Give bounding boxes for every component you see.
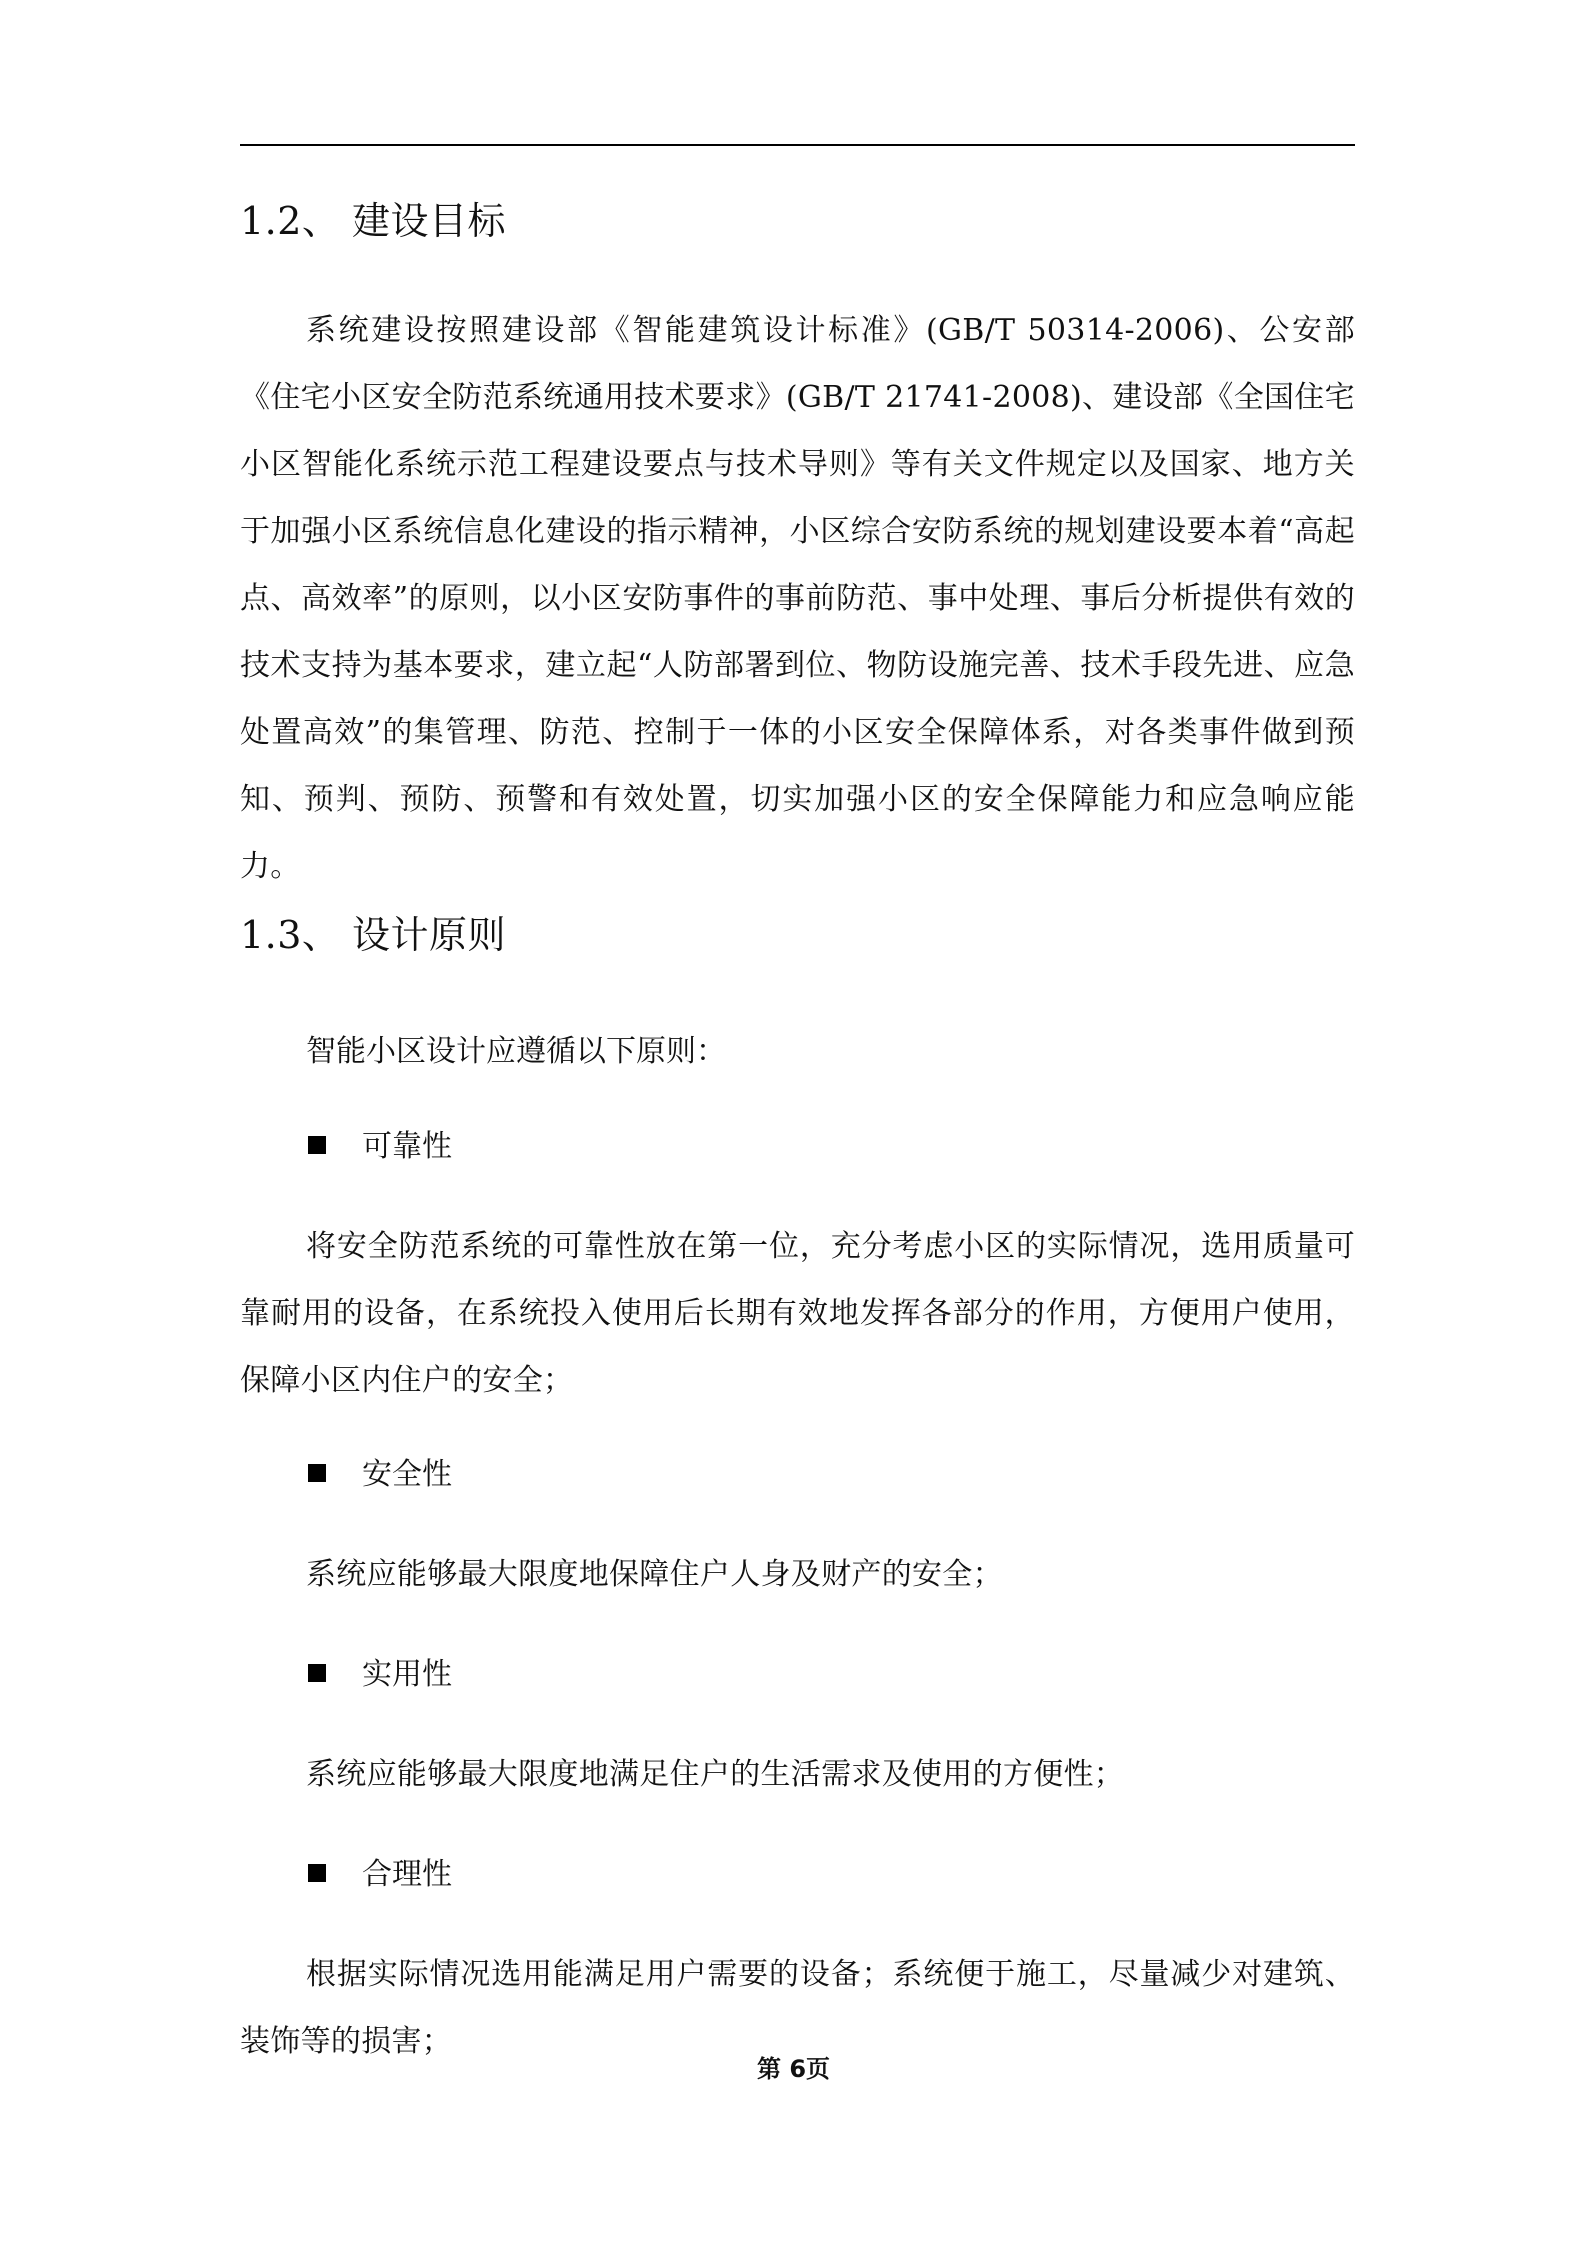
square-bullet-icon — [308, 1664, 326, 1682]
section-heading-1-3 — [240, 910, 506, 960]
section-number: 1.3、 — [240, 913, 341, 957]
principle-text: 系统应能够最大限度地保障住户人身及财产的安全； — [306, 1557, 1003, 1592]
principle-label: 安全性 — [362, 1457, 452, 1492]
page-number: 第 6页 — [756, 2055, 831, 2083]
principle-text: 将安全防范系统的可靠性放在第一位，充分考虑小区的实际情况，选用质量可靠耐用的设备，在系统投入使用后长期有效地发挥各部分的作用，方便用户使用，保障小区内住户的安全； — [240, 1229, 1355, 1398]
principle-label: 实用性 — [362, 1657, 452, 1692]
principle-bullet — [308, 1127, 452, 1167]
principles-intro: 智能小区设计应遵循以下原则： — [306, 1034, 726, 1069]
section-title: 建设目标 — [352, 199, 507, 243]
principle-bullet — [308, 1655, 452, 1695]
principle-bullet — [308, 1855, 452, 1895]
principle-bullet — [308, 1455, 452, 1495]
principle-label: 合理性 — [362, 1857, 452, 1892]
principle-text: 根据实际情况选用能满足用户需要的设备；系统便于施工，尽量减少对建筑、装饰等的损害； — [240, 1957, 1355, 2059]
principle-label: 可靠性 — [362, 1129, 452, 1164]
principle-text: 系统应能够最大限度地满足住户的生活需求及使用的方便性； — [306, 1757, 1125, 1792]
section-heading-1-2 — [240, 196, 506, 246]
square-bullet-icon — [308, 1464, 326, 1482]
section-1-2-paragraph: 系统建设按照建设部《智能建筑设计标准》(GB/T 50314-2006)、公安部《住宅小区安全防范系统通用技术要求》(GB/T 21741-2008)、建设部《全国住宅小区智能化系统示范工程建设要点与技术导则》等有关文件规定以及国家、地方关于加强小区系统信息化建设的指示精神，小区综合安防系统的规划建设要本着“高起点、高效率”的原则，以小区安防事件的事前防范、事中处理、事后分析提供有效的技术支持为基本要求，建立起“人防部署到位、物防设施完善、技术手段先进、应急处置高效”的集管理、防范、控制于一体的小区安全保障体系，对各类事件做到预知、预判、预防、预警和有效处置，切实加强小区的安全保障能力和应急响应能力。 — [240, 313, 1355, 884]
header-rule — [240, 144, 1355, 146]
section-title: 设计原则 — [352, 913, 507, 957]
square-bullet-icon — [308, 1864, 326, 1882]
square-bullet-icon — [308, 1136, 326, 1154]
section-number: 1.2、 — [240, 199, 341, 243]
